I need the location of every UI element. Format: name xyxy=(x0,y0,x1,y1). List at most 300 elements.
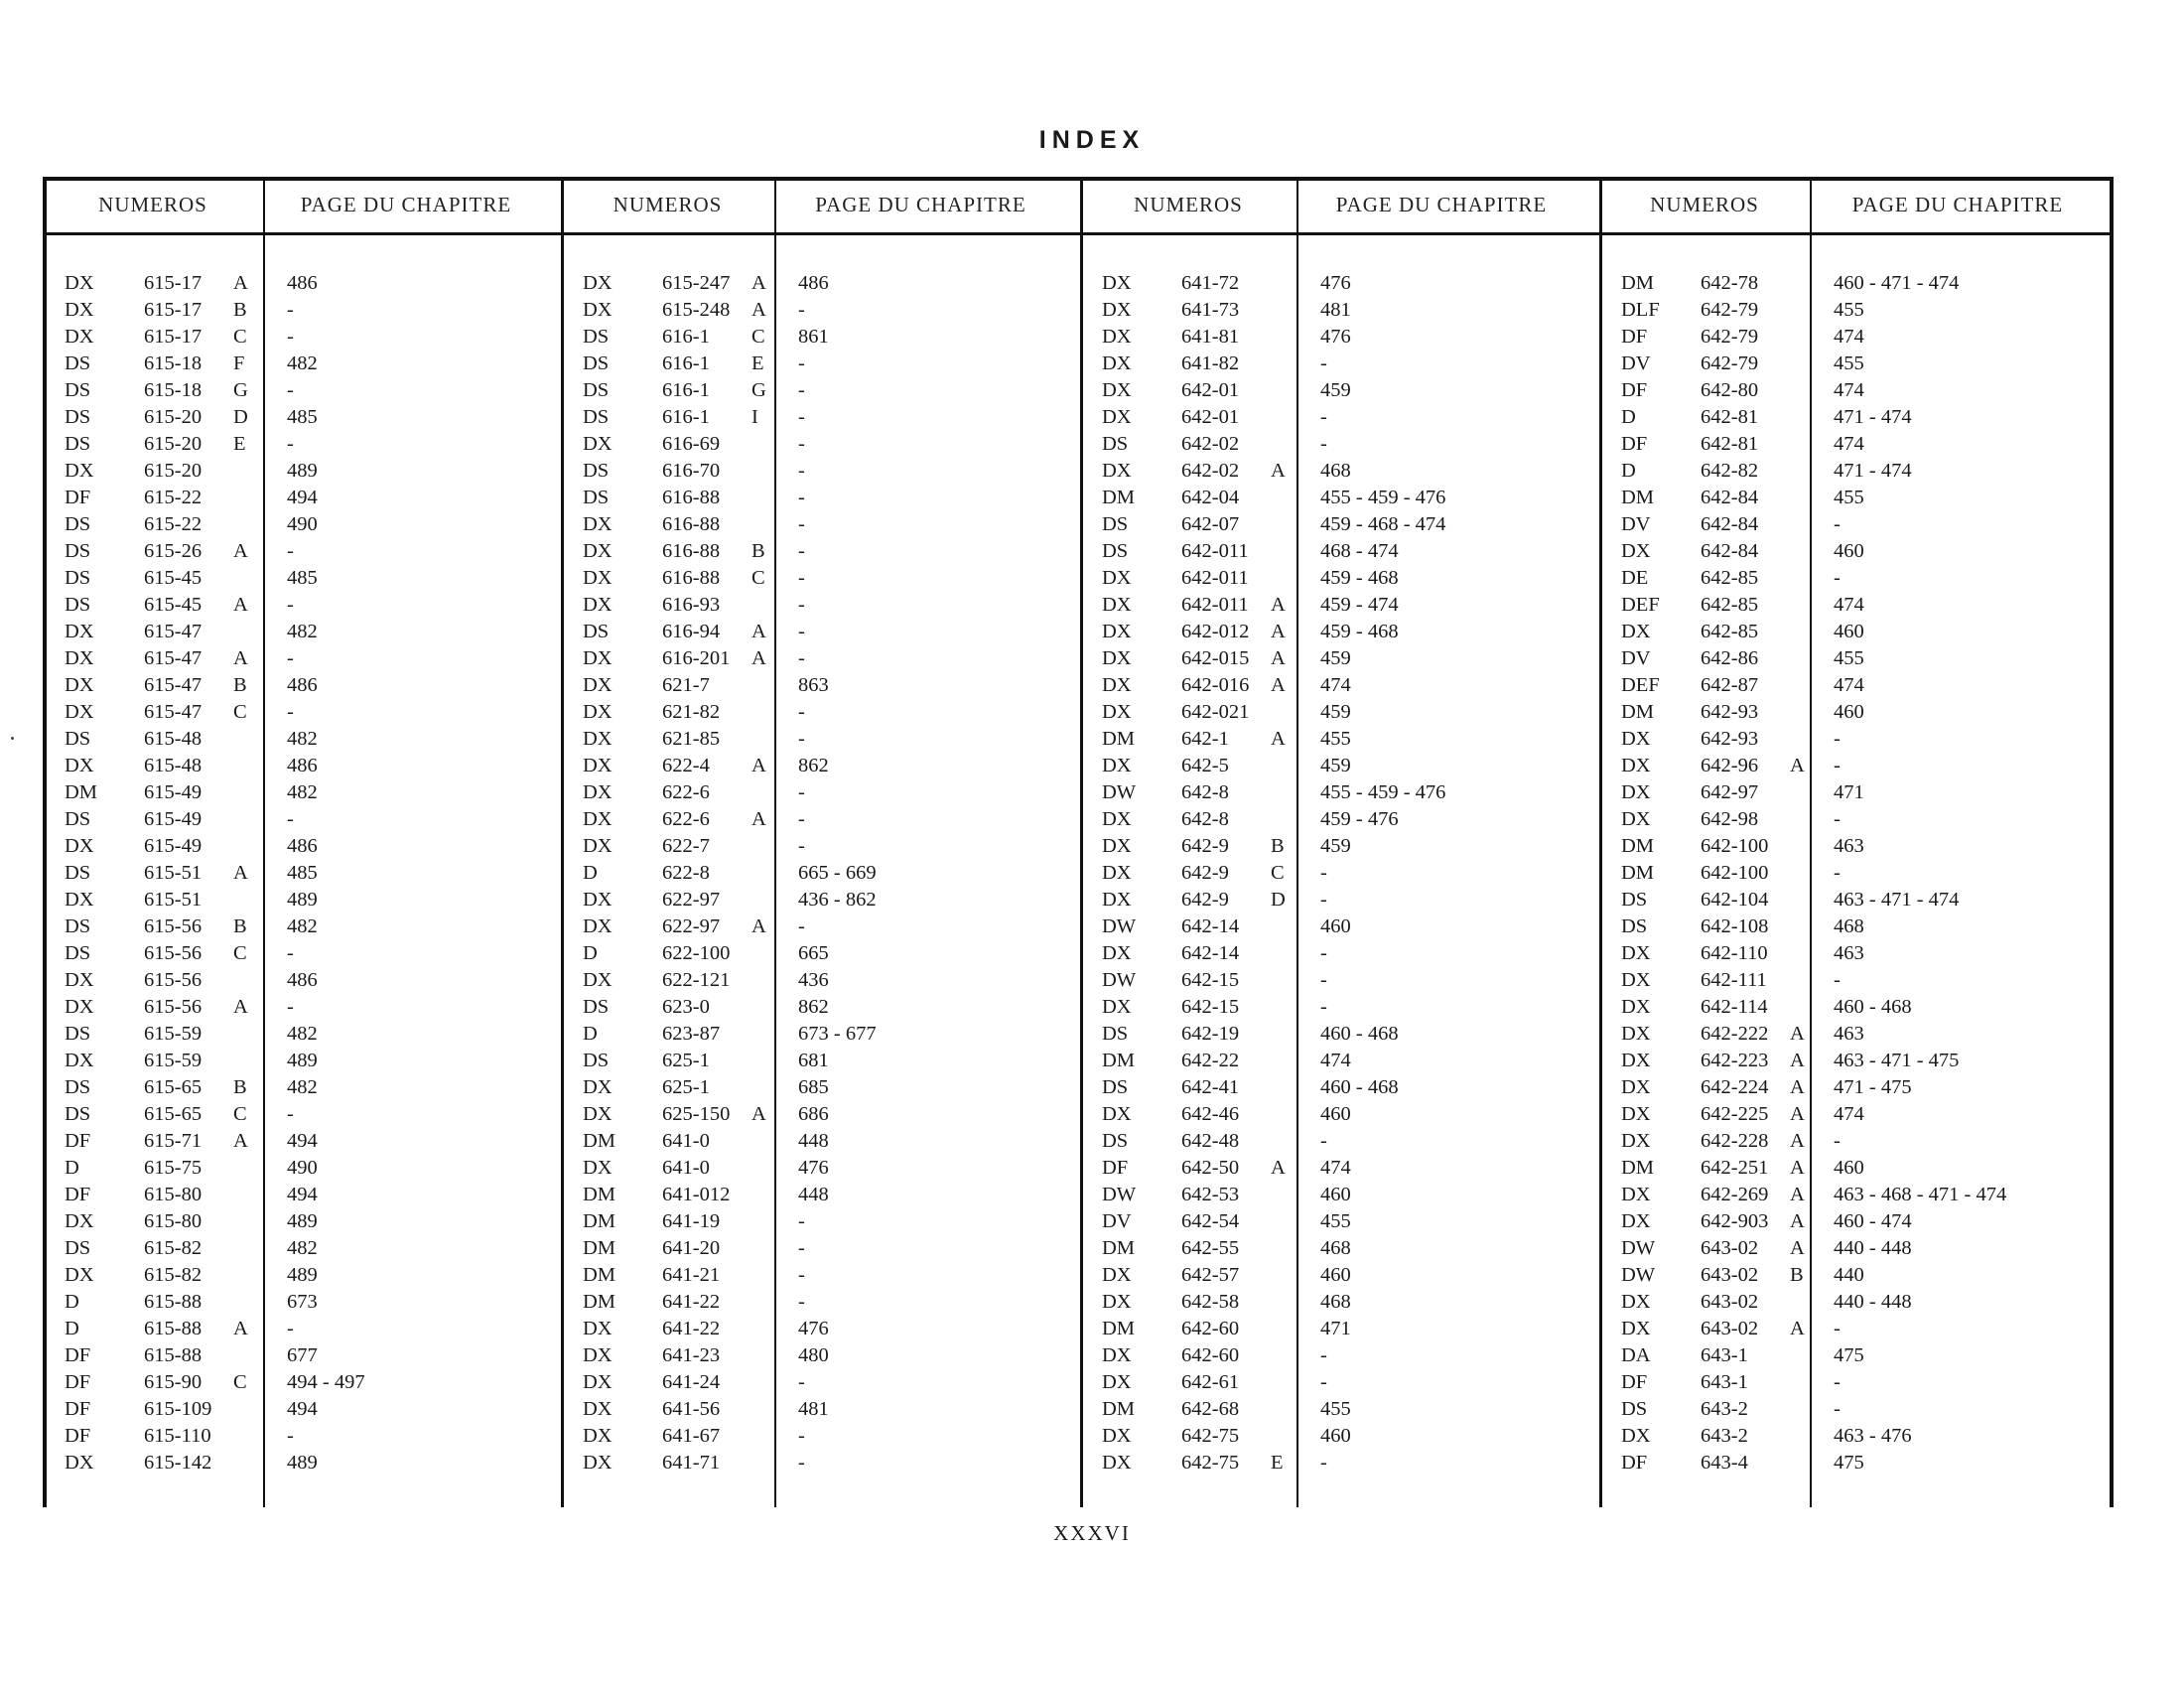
index-row xyxy=(1102,1398,1578,1425)
row-page: 468 xyxy=(1320,460,1351,482)
row-number: 615-47 xyxy=(144,701,203,723)
row-number: 642-48 xyxy=(1181,1130,1240,1152)
row-page: 468 - 474 xyxy=(1320,540,1399,562)
row-prefix: DF xyxy=(1621,1452,1648,1474)
row-page: 486 xyxy=(287,755,318,776)
scan-speck xyxy=(11,737,14,740)
row-number: 642-01 xyxy=(1181,379,1240,401)
row-page: 475 xyxy=(1834,1344,1864,1366)
row-suffix: G xyxy=(233,379,248,401)
index-row xyxy=(1621,567,2098,594)
index-row xyxy=(65,1344,541,1371)
row-number: 616-70 xyxy=(662,460,721,482)
row-prefix: DX xyxy=(583,272,613,294)
column-rule xyxy=(1599,177,1602,1507)
row-prefix: DX xyxy=(65,969,94,991)
row-prefix: DX xyxy=(1621,781,1651,803)
row-suffix: A xyxy=(1790,1184,1805,1205)
index-row xyxy=(1102,942,1578,969)
row-number: 642-9 xyxy=(1181,835,1229,857)
row-prefix: DX xyxy=(583,701,613,723)
row-number: 622-4 xyxy=(662,755,710,776)
index-row xyxy=(1102,352,1578,379)
row-prefix: DF xyxy=(65,487,91,508)
index-row xyxy=(65,969,541,996)
row-page: - xyxy=(1320,1344,1327,1366)
row-number: 642-01 xyxy=(1181,406,1240,428)
row-number: 642-82 xyxy=(1701,460,1759,482)
row-prefix: DX xyxy=(583,513,613,535)
row-page: 476 xyxy=(798,1318,829,1339)
row-suffix: E xyxy=(1271,1452,1284,1474)
row-number: 615-26 xyxy=(144,540,203,562)
row-page: - xyxy=(798,1371,805,1393)
row-number: 616-1 xyxy=(662,406,710,428)
row-prefix: DM xyxy=(583,1291,616,1313)
row-suffix: A xyxy=(1271,1157,1286,1179)
row-prefix: DX xyxy=(1102,808,1132,830)
row-prefix: DX xyxy=(1102,621,1132,642)
index-row xyxy=(1621,406,2098,433)
row-page: 468 xyxy=(1320,1237,1351,1259)
row-prefix: DX xyxy=(1621,1210,1651,1232)
row-page: 460 - 471 - 474 xyxy=(1834,272,1960,294)
index-row xyxy=(1102,540,1578,567)
row-number: 615-75 xyxy=(144,1157,203,1179)
index-row xyxy=(583,701,1059,728)
row-suffix: E xyxy=(751,352,764,374)
row-number: 615-18 xyxy=(144,379,203,401)
row-prefix: DM xyxy=(1102,728,1136,750)
row-number: 641-012 xyxy=(662,1184,731,1205)
row-prefix: D xyxy=(583,942,598,964)
index-row xyxy=(1621,1291,2098,1318)
row-page: 486 xyxy=(287,272,318,294)
row-prefix: DS xyxy=(65,406,91,428)
row-number: 615-49 xyxy=(144,781,203,803)
index-row xyxy=(65,487,541,513)
index-row xyxy=(1621,513,2098,540)
row-number: 642-02 xyxy=(1181,433,1240,455)
row-number: 622-97 xyxy=(662,915,721,937)
index-row xyxy=(1621,647,2098,674)
row-suffix: A xyxy=(751,755,766,776)
row-prefix: DX xyxy=(1621,996,1651,1018)
row-prefix: DM xyxy=(583,1237,616,1259)
row-page: 459 - 474 xyxy=(1320,594,1399,616)
row-prefix: DX xyxy=(583,835,613,857)
index-row xyxy=(65,1452,541,1478)
index-row xyxy=(1621,1130,2098,1157)
row-page: 489 xyxy=(287,889,318,911)
index-row xyxy=(1621,326,2098,352)
row-number: 642-79 xyxy=(1701,326,1759,348)
row-number: 615-247 xyxy=(662,272,731,294)
row-prefix: DS xyxy=(65,915,91,937)
row-prefix: DX xyxy=(583,594,613,616)
row-prefix: DX xyxy=(65,1050,94,1071)
row-prefix: DS xyxy=(65,433,91,455)
row-page: 665 xyxy=(798,942,829,964)
row-prefix: DS xyxy=(1102,1023,1129,1045)
header-rule xyxy=(43,232,2113,235)
row-number: 641-71 xyxy=(662,1452,721,1474)
row-page: 471 - 474 xyxy=(1834,460,1912,482)
row-page: 460 - 468 xyxy=(1834,996,1912,1018)
row-page: - xyxy=(798,1237,805,1259)
index-row xyxy=(1102,755,1578,781)
row-number: 643-02 xyxy=(1701,1291,1759,1313)
row-prefix: DX xyxy=(65,299,94,321)
index-row xyxy=(1102,996,1578,1023)
row-prefix: DX xyxy=(1102,1264,1132,1286)
row-page: 459 - 468 xyxy=(1320,567,1399,589)
row-number: 621-7 xyxy=(662,674,710,696)
row-page: - xyxy=(1320,969,1327,991)
row-suffix: A xyxy=(751,299,766,321)
index-row xyxy=(65,299,541,326)
row-number: 642-75 xyxy=(1181,1452,1240,1474)
row-suffix: A xyxy=(1790,1237,1805,1259)
row-page: - xyxy=(1834,567,1841,589)
row-page: 463 - 476 xyxy=(1834,1425,1912,1447)
row-prefix: DS xyxy=(65,540,91,562)
row-number: 642-224 xyxy=(1701,1076,1769,1098)
row-page: 673 xyxy=(287,1291,318,1313)
row-number: 615-88 xyxy=(144,1318,203,1339)
row-number: 615-47 xyxy=(144,674,203,696)
row-prefix: DX xyxy=(583,781,613,803)
row-prefix: DX xyxy=(65,460,94,482)
row-prefix: DS xyxy=(1621,915,1648,937)
index-row xyxy=(583,352,1059,379)
row-page: - xyxy=(798,808,805,830)
row-page: 455 xyxy=(1834,487,1864,508)
row-suffix: B xyxy=(1790,1264,1804,1286)
index-row xyxy=(1621,1318,2098,1344)
row-page: 459 - 468 - 474 xyxy=(1320,513,1446,535)
row-page: - xyxy=(798,1425,805,1447)
index-row xyxy=(65,621,541,647)
row-page: 476 xyxy=(1320,326,1351,348)
row-number: 642-5 xyxy=(1181,755,1229,776)
index-row xyxy=(1102,647,1578,674)
row-number: 616-88 xyxy=(662,487,721,508)
row-number: 642-011 xyxy=(1181,567,1249,589)
index-row xyxy=(583,1344,1059,1371)
row-prefix: DS xyxy=(1102,1130,1129,1152)
row-page: - xyxy=(287,701,294,723)
row-prefix: D xyxy=(65,1318,79,1339)
row-page: 490 xyxy=(287,513,318,535)
row-prefix: DX xyxy=(65,1264,94,1286)
row-page: 460 xyxy=(1834,621,1864,642)
row-number: 616-88 xyxy=(662,513,721,535)
row-page: 489 xyxy=(287,1452,318,1474)
row-suffix: A xyxy=(233,594,248,616)
row-number: 615-59 xyxy=(144,1050,203,1071)
row-prefix: DX xyxy=(1621,942,1651,964)
row-page: 480 xyxy=(798,1344,829,1366)
row-suffix: A xyxy=(751,621,766,642)
row-number: 615-47 xyxy=(144,647,203,669)
row-number: 642-85 xyxy=(1701,594,1759,616)
numeros-header: NUMEROS xyxy=(1650,193,1759,216)
row-number: 641-0 xyxy=(662,1157,710,1179)
index-row xyxy=(583,808,1059,835)
row-number: 615-56 xyxy=(144,942,203,964)
row-page: 455 xyxy=(1320,1398,1351,1420)
row-number: 642-011 xyxy=(1181,594,1249,616)
row-suffix: C xyxy=(751,326,765,348)
row-page: - xyxy=(1834,1130,1841,1152)
row-page: - xyxy=(798,781,805,803)
row-prefix: DS xyxy=(65,594,91,616)
row-page: 489 xyxy=(287,460,318,482)
index-row xyxy=(1102,1210,1578,1237)
row-suffix: A xyxy=(1271,621,1286,642)
row-number: 615-59 xyxy=(144,1023,203,1045)
row-number: 642-57 xyxy=(1181,1264,1240,1286)
index-row xyxy=(1621,808,2098,835)
row-suffix: A xyxy=(1271,460,1286,482)
row-prefix: DX xyxy=(583,755,613,776)
index-row xyxy=(583,379,1059,406)
row-number: 616-94 xyxy=(662,621,721,642)
index-row xyxy=(1102,728,1578,755)
row-number: 642-07 xyxy=(1181,513,1240,535)
row-suffix: B xyxy=(233,674,247,696)
row-prefix: DX xyxy=(1102,1344,1132,1366)
row-page: 474 xyxy=(1834,594,1864,616)
row-number: 642-016 xyxy=(1181,674,1250,696)
row-prefix: DM xyxy=(583,1210,616,1232)
index-row xyxy=(1102,1050,1578,1076)
row-suffix: A xyxy=(751,272,766,294)
row-number: 642-011 xyxy=(1181,540,1249,562)
row-prefix: DEF xyxy=(1621,674,1660,696)
index-row xyxy=(583,969,1059,996)
index-row xyxy=(65,326,541,352)
index-row xyxy=(1621,755,2098,781)
row-number: 642-93 xyxy=(1701,701,1759,723)
index-row xyxy=(583,621,1059,647)
row-page: 463 - 468 - 471 - 474 xyxy=(1834,1184,2007,1205)
row-page: 471 xyxy=(1834,781,1864,803)
row-prefix: DX xyxy=(583,674,613,696)
row-number: 642-60 xyxy=(1181,1318,1240,1339)
index-row xyxy=(1102,460,1578,487)
row-page: 475 xyxy=(1834,1452,1864,1474)
index-row xyxy=(583,299,1059,326)
row-page: 460 xyxy=(1320,1264,1351,1286)
row-prefix: DX xyxy=(1621,1318,1651,1339)
row-prefix: DX xyxy=(1102,299,1132,321)
row-number: 642-228 xyxy=(1701,1130,1769,1152)
row-prefix: DF xyxy=(65,1130,91,1152)
index-row xyxy=(1102,1425,1578,1452)
row-number: 615-110 xyxy=(144,1425,211,1447)
row-suffix: A xyxy=(233,647,248,669)
row-number: 615-17 xyxy=(144,299,203,321)
index-row xyxy=(1621,1210,2098,1237)
row-page: - xyxy=(798,594,805,616)
row-page: 455 xyxy=(1834,299,1864,321)
row-page: - xyxy=(798,647,805,669)
row-prefix: DX xyxy=(583,808,613,830)
index-row xyxy=(1621,728,2098,755)
page-header: PAGE DU CHAPITRE xyxy=(1335,193,1548,216)
index-row xyxy=(65,942,541,969)
row-suffix: E xyxy=(233,433,246,455)
row-prefix: DM xyxy=(1621,862,1655,884)
row-number: 615-65 xyxy=(144,1103,203,1125)
row-prefix: DX xyxy=(1102,674,1132,696)
row-prefix: DX xyxy=(583,299,613,321)
row-prefix: DF xyxy=(1621,326,1648,348)
row-page: 474 xyxy=(1320,1050,1351,1071)
row-page: - xyxy=(1834,1398,1841,1420)
index-row xyxy=(583,567,1059,594)
row-prefix: DW xyxy=(1102,1184,1137,1205)
row-number: 616-88 xyxy=(662,567,721,589)
row-prefix: DX xyxy=(1102,1425,1132,1447)
row-page: - xyxy=(798,513,805,535)
row-number: 615-90 xyxy=(144,1371,203,1393)
index-row xyxy=(1102,889,1578,915)
row-suffix: A xyxy=(1790,1076,1805,1098)
row-prefix: DS xyxy=(1621,1398,1648,1420)
index-row xyxy=(1102,272,1578,299)
row-number: 642-9 xyxy=(1181,889,1229,911)
index-row xyxy=(1621,540,2098,567)
index-row xyxy=(1102,674,1578,701)
index-row xyxy=(65,1425,541,1452)
row-page: - xyxy=(1320,889,1327,911)
row-number: 641-19 xyxy=(662,1210,721,1232)
row-number: 615-65 xyxy=(144,1076,203,1098)
row-page: 673 - 677 xyxy=(798,1023,877,1045)
row-prefix: DX xyxy=(583,1371,613,1393)
index-row xyxy=(583,460,1059,487)
row-prefix: DS xyxy=(65,862,91,884)
row-number: 642-61 xyxy=(1181,1371,1240,1393)
row-number: 642-19 xyxy=(1181,1023,1240,1045)
row-prefix: DX xyxy=(65,621,94,642)
row-number: 616-93 xyxy=(662,594,721,616)
row-page: 489 xyxy=(287,1210,318,1232)
row-prefix: DS xyxy=(583,326,610,348)
row-number: 642-903 xyxy=(1701,1210,1769,1232)
row-page: 486 xyxy=(287,674,318,696)
row-page: 481 xyxy=(798,1398,829,1420)
row-page: 471 - 475 xyxy=(1834,1076,1912,1098)
row-number: 616-1 xyxy=(662,326,710,348)
row-prefix: DM xyxy=(1621,701,1655,723)
page-header: PAGE DU CHAPITRE xyxy=(300,193,512,216)
row-page: 463 xyxy=(1834,942,1864,964)
row-prefix: DX xyxy=(1102,326,1132,348)
row-number: 642-9 xyxy=(1181,862,1229,884)
row-suffix: C xyxy=(751,567,765,589)
row-number: 641-67 xyxy=(662,1425,721,1447)
row-page: 455 - 459 - 476 xyxy=(1320,781,1446,803)
index-row xyxy=(65,594,541,621)
row-number: 615-109 xyxy=(144,1398,212,1420)
row-page: 665 - 669 xyxy=(798,862,877,884)
row-number: 642-79 xyxy=(1701,299,1759,321)
row-prefix: DX xyxy=(583,1398,613,1420)
row-number: 623-87 xyxy=(662,1023,721,1045)
index-row xyxy=(1102,781,1578,808)
row-prefix: DM xyxy=(1621,835,1655,857)
index-row xyxy=(1102,701,1578,728)
row-page: 494 xyxy=(287,1184,318,1205)
row-prefix: D xyxy=(1621,460,1636,482)
row-suffix: C xyxy=(1271,862,1285,884)
row-prefix: DS xyxy=(65,352,91,374)
index-row xyxy=(583,1318,1059,1344)
row-page: 460 - 474 xyxy=(1834,1210,1912,1232)
row-number: 641-82 xyxy=(1181,352,1240,374)
index-row xyxy=(1102,1318,1578,1344)
row-page: 460 xyxy=(1834,540,1864,562)
row-number: 642-100 xyxy=(1701,862,1769,884)
index-row xyxy=(1102,567,1578,594)
row-prefix: DM xyxy=(1102,1318,1136,1339)
row-number: 642-225 xyxy=(1701,1103,1769,1125)
row-number: 642-97 xyxy=(1701,781,1759,803)
row-page: 482 xyxy=(287,915,318,937)
row-prefix: DS xyxy=(65,942,91,964)
index-row xyxy=(1621,621,2098,647)
row-page: 440 xyxy=(1834,1264,1864,1286)
row-page: 486 xyxy=(798,272,829,294)
row-number: 615-49 xyxy=(144,835,203,857)
index-row xyxy=(583,915,1059,942)
row-page: 474 xyxy=(1320,674,1351,696)
row-number: 625-1 xyxy=(662,1050,710,1071)
row-prefix: DS xyxy=(583,406,610,428)
row-page: - xyxy=(1834,755,1841,776)
index-row xyxy=(583,272,1059,299)
row-prefix: DS xyxy=(1102,513,1129,535)
row-page: - xyxy=(798,1210,805,1232)
row-page: - xyxy=(798,728,805,750)
index-row xyxy=(65,808,541,835)
row-page: - xyxy=(287,996,294,1018)
row-suffix: C xyxy=(233,1371,247,1393)
index-row xyxy=(583,540,1059,567)
index-row xyxy=(1621,1344,2098,1371)
row-page: - xyxy=(1320,1452,1327,1474)
index-row xyxy=(1102,1130,1578,1157)
row-number: 642-8 xyxy=(1181,781,1229,803)
row-number: 615-48 xyxy=(144,755,203,776)
row-number: 642-85 xyxy=(1701,567,1759,589)
index-row xyxy=(65,781,541,808)
row-number: 642-15 xyxy=(1181,996,1240,1018)
row-prefix: DX xyxy=(65,996,94,1018)
index-row xyxy=(1102,594,1578,621)
index-row xyxy=(1621,781,2098,808)
row-prefix: DW xyxy=(1102,969,1137,991)
index-row xyxy=(1621,942,2098,969)
index-row xyxy=(1621,1023,2098,1050)
row-page: 460 - 468 xyxy=(1320,1023,1399,1045)
index-row xyxy=(1102,1344,1578,1371)
index-row xyxy=(583,889,1059,915)
